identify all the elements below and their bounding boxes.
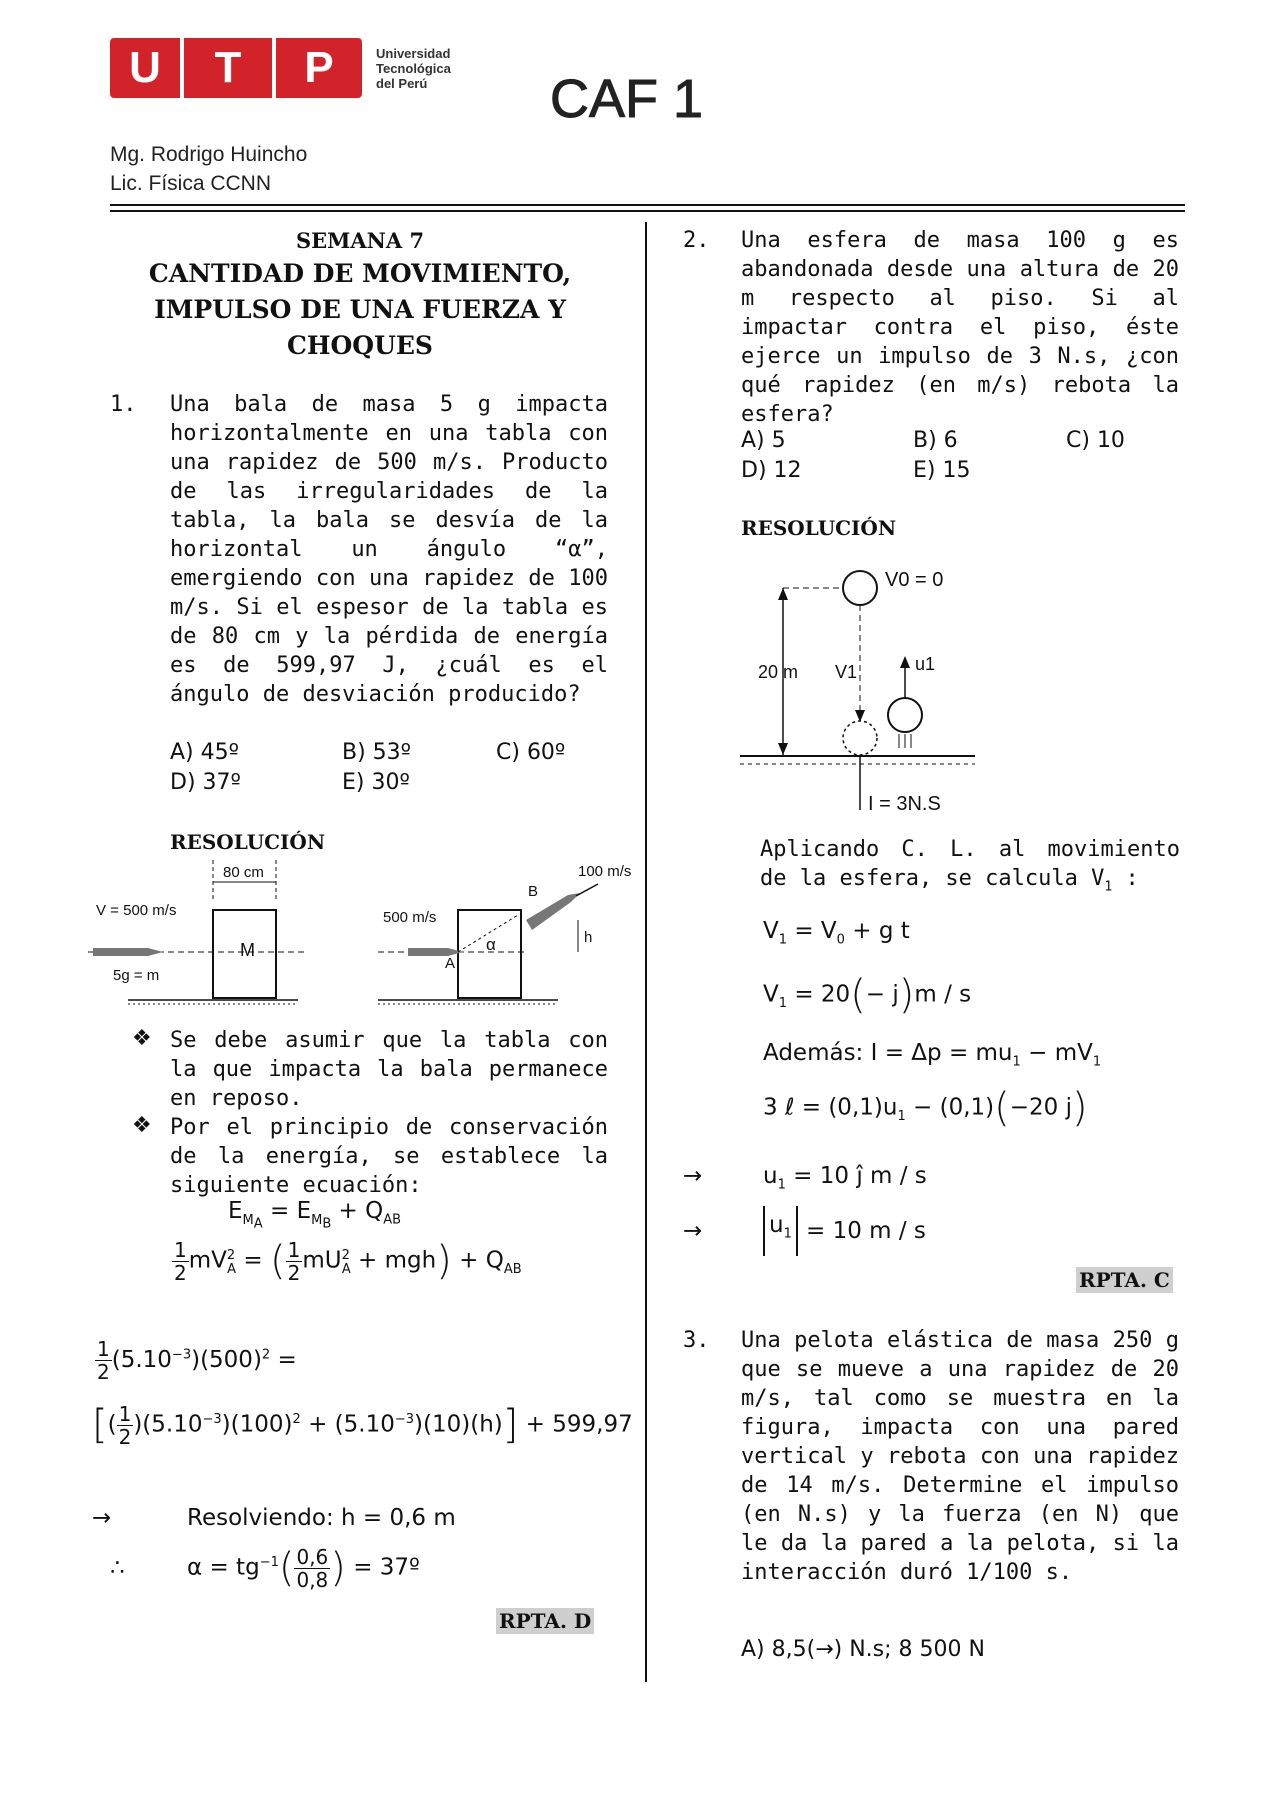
section-heading xyxy=(110,226,610,364)
author-block xyxy=(110,140,307,198)
problem1-number: 1. xyxy=(110,392,137,417)
velocity-label: V = 500 m/s xyxy=(96,902,177,919)
velocity-equation-2: $V_1 = 20(- j)m / s$ xyxy=(763,972,972,1018)
bullet-left xyxy=(93,948,163,956)
height-arrow-top xyxy=(778,588,788,600)
height-arrow-bottom xyxy=(778,743,788,755)
fall-arrow xyxy=(855,710,865,722)
u1-magnitude-value: = 10 m / s xyxy=(806,1218,926,1244)
bullet-text-1: Se debe asumir que la tabla con la que impacta la bala permanece en reposo. xyxy=(170,1028,608,1111)
out-arrow xyxy=(576,884,598,896)
document-title: CAF 1 xyxy=(550,69,704,129)
problem2-answer: RPTA. C xyxy=(1076,1267,1173,1293)
problem2-option-b: B) 6 xyxy=(913,428,958,453)
v-in-label: 500 m/s xyxy=(383,909,437,926)
problem2-apply-text: Aplicando C. L. al movimiento de la esfera, se calcula $V_1$ : xyxy=(760,837,1180,895)
mass-label: 5g = m xyxy=(113,967,160,984)
impulse-label: I = 3N.S xyxy=(868,793,941,815)
u1-magnitude-box: $u_1$ xyxy=(763,1206,798,1256)
height-label: 20 m xyxy=(758,662,799,682)
problem1-figure xyxy=(88,860,648,1010)
author-degree: Lic. Física CCNN xyxy=(110,172,272,195)
height-label: h xyxy=(584,929,593,946)
problem3-text: Una pelota elástica de masa 250 g que se mueve a una rapidez de 20 m/s, tal como se muestra en la figura, impacta con una pared vertical y rebota con una rapidez de 14 m/s. Determine el impulso (en N.s) y la fuerza (en N) que le da la pared a la pelota, si la interacción duró 1/100 s. xyxy=(741,1328,1179,1585)
header-rule-2 xyxy=(110,210,1185,212)
problem1-text: Una bala de masa 5 g impacta horizontalmente en una tabla con una rapidez de 500 m/s. Producto de las irregularidades de la tabla, la bala se desvía de la horizontal un ángulo “α”, emergiendo con una rapidez de 100 m/s. Si el espesor de la tabla es de 80 cm y la pérdida de energía es de 599,97 J, ¿cuál es el ángulo de desviación producido? xyxy=(170,392,608,707)
point-b-label: B xyxy=(528,883,539,900)
arrow-symbol-3: → xyxy=(683,1218,703,1244)
angle-result: $\alpha = tg^{-1}$( $\frac{0,6}{0,8}$ ) = 37º xyxy=(187,1544,420,1592)
problem1-option-c: C) 60º xyxy=(496,740,566,765)
v0-label: V0 = 0 xyxy=(885,569,944,591)
problem1-option-b: B) 53º xyxy=(342,740,412,765)
block-label: M xyxy=(240,940,255,960)
topic-line-2: IMPULSO DE UNA FUERZA Y xyxy=(154,295,566,324)
width-label: 80 cm xyxy=(223,864,264,881)
sphere-impact xyxy=(843,721,877,755)
problem1-option-e: E) 30º xyxy=(342,770,410,795)
problem2-resolution-label: RESOLUCIÓN xyxy=(741,516,897,540)
u1-vector-result: $u_1 = 10$ ĵ m / s xyxy=(763,1163,927,1193)
therefore-symbol: ∴ xyxy=(110,1555,125,1581)
energy-expanded-equation: $\frac{1}{2}$ $mV^2_A$ = ( $\frac{1}{2}$ $mU^2_A + mgh) + Q_{AB}$ xyxy=(174,1237,522,1285)
bullet-icon-2: ❖ xyxy=(132,1113,152,1138)
topic-line-1: CANTIDAD DE MOVIMIENTO, xyxy=(148,259,572,288)
problem1-option-d: D) 37º xyxy=(170,770,241,795)
header-rule xyxy=(110,204,1185,206)
problem2-option-d: D) 12 xyxy=(741,458,802,483)
problem2-figure xyxy=(735,560,995,820)
author-name: Mg. Rodrigo Huincho xyxy=(110,143,308,166)
utp-logo xyxy=(110,38,451,98)
u1-label: u1 xyxy=(915,654,936,674)
sphere-top xyxy=(843,571,877,605)
logo-letter-p: P xyxy=(276,38,362,98)
v-out-label: 100 m/s xyxy=(578,863,632,880)
problem1-resolution-label: RESOLUCIÓN xyxy=(170,830,326,854)
point-a-label: A xyxy=(445,955,456,972)
arrow-symbol-2: → xyxy=(683,1163,703,1189)
topic-line-3: CHOQUES xyxy=(287,331,433,360)
numeric-equation-lhs: $\frac{1}{2}$ $(5.10^{-3})(500)^2$ = xyxy=(97,1337,297,1384)
problem1-answer: RPTA. D xyxy=(496,1608,594,1634)
bullet-icon-1: ❖ xyxy=(132,1026,152,1051)
block-right xyxy=(458,910,521,998)
problem3-number: 3. xyxy=(683,1328,710,1353)
problem3-option-a: A) 8,5(→) N.s; 8 500 N xyxy=(741,1637,985,1662)
rebound-arrowhead xyxy=(900,656,910,668)
problem1-option-a: A) 45º xyxy=(170,740,239,765)
velocity-equation-1: $V_1 = V_0 + g$ t xyxy=(763,918,910,948)
v1-label: V1 xyxy=(835,662,858,682)
angle-label: α xyxy=(486,935,496,954)
logo-institution: Universidad Tecnológica del Perú xyxy=(376,46,451,91)
bullet-text-2: Por el principio de conservación de la energía, se establece la siguiente ecuación: xyxy=(170,1115,608,1198)
problem2-option-c: C) 10 xyxy=(1066,428,1125,453)
arrow-symbol: → xyxy=(92,1505,112,1531)
problem2-text: Una esfera de masa 100 g es abandonada desde una altura de 20 m respecto al piso. Si al impactar contra el piso, éste ejerce un impulso de 3 N.s, ¿con qué rapidez (en m/s) rebota la esfera? xyxy=(741,228,1179,427)
week-label: SEMANA 7 xyxy=(295,228,425,253)
logo-letter-t: T xyxy=(184,38,272,98)
logo-letter-u: U xyxy=(110,38,180,98)
problem2-option-a: A) 5 xyxy=(741,428,786,453)
solve-result: Resolviendo: h = 0,6 m xyxy=(187,1505,456,1531)
problem2-option-e: E) 15 xyxy=(913,458,971,483)
sphere-rebound xyxy=(888,698,922,732)
impulse-equation: Además: $I = \Delta p = mu_1 - mV_1$ xyxy=(763,1040,1102,1070)
numeric-equation-rhs: [( $\frac{1}{2}$ )$(5.10^{-3})(100)^2 + (5.10^{-3})(10)(h)] + 599,97$ xyxy=(92,1401,633,1449)
problem2-number: 2. xyxy=(683,228,710,253)
energy-equation: $E_{M_A} = E_{M_B} + Q_{AB}$ xyxy=(228,1198,402,1232)
impulse-numeric-equation: 3 ℓ = $(0,1)u_1 - (0,1)(-20$ j) xyxy=(763,1085,1088,1131)
